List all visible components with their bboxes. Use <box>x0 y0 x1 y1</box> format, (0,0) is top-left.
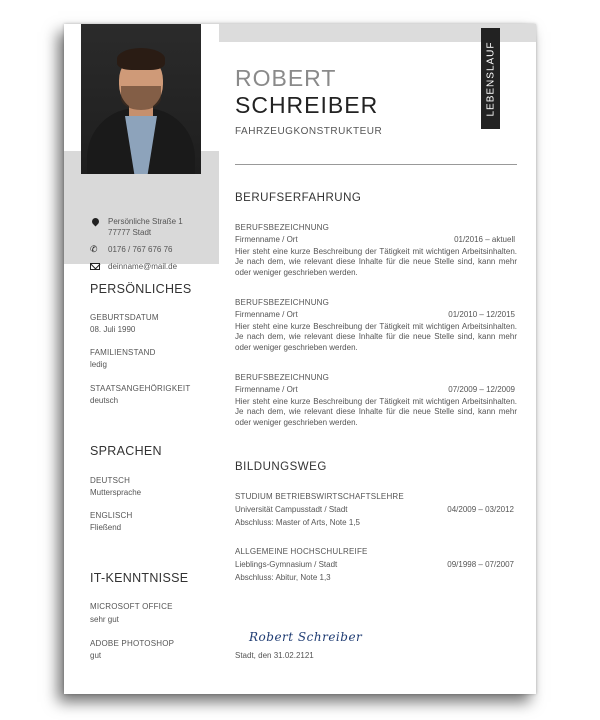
location-pin-icon <box>90 216 102 228</box>
experience-3-description: Hier steht eine kurze Beschreibung der Tätigkeit mit wichtigen Arbeitsinhalten. Je nach dem, wie relevant diese Inhalte für die neue Stelle sind, kann mehr oder weniger geschrieben werden. <box>235 397 517 427</box>
experience-1-line <box>235 235 515 244</box>
marital-status-label: FAMILIENSTAND <box>90 348 156 357</box>
place-date: Stadt, den 31.02.2121 <box>235 651 314 660</box>
signature: Robert Schreiber <box>249 630 363 644</box>
experience-heading: BERUFSERFAHRUNG <box>235 192 362 204</box>
education-2-line <box>235 560 514 569</box>
email-row <box>90 261 177 273</box>
experience-1-date: 01/2016 – aktuell <box>454 235 515 244</box>
job-title: FAHRZEUGKONSTRUKTEUR <box>235 126 383 137</box>
birthdate-label: GEBURTSDATUM <box>90 313 159 322</box>
education-1-degree: Abschluss: Master of Arts, Note 1,5 <box>235 518 360 527</box>
education-1-institution: Universität Campusstadt / Stadt <box>235 505 348 514</box>
email-address: deinname@mail.de <box>108 262 178 271</box>
last-name: SCHREIBER <box>235 92 379 118</box>
cv-page <box>64 24 536 694</box>
experience-2-description: Hier steht eine kurze Beschreibung der Tätigkeit mit wichtigen Arbeitsinhalten. Je nach dem, wie relevant diese Inhalte für die neue Stelle sind, kann mehr oder weniger geschrieben werden. <box>235 322 517 352</box>
education-2-title: ALLGEMEINE HOCHSCHULREIFE <box>235 547 368 556</box>
experience-2-title: BERUFSBEZEICHNUNG <box>235 298 330 307</box>
address-city: 77777 Stadt <box>108 228 152 237</box>
nationality-value: deutsch <box>90 396 119 405</box>
birthdate-value: 08. Juli 1990 <box>90 325 136 334</box>
skill-photoshop-label: ADOBE PHOTOSHOP <box>90 639 175 648</box>
header-divider <box>235 164 517 165</box>
experience-2-date: 01/2010 – 12/2015 <box>448 310 515 319</box>
skill-photoshop-value: gut <box>90 651 102 660</box>
address-row <box>90 216 183 238</box>
education-1-title: STUDIUM BETRIEBSWIRTSCHAFTSLEHRE <box>235 492 404 501</box>
education-2-degree: Abschluss: Abitur, Note 1,3 <box>235 573 331 582</box>
experience-3-title: BERUFSBEZEICHNUNG <box>235 373 330 382</box>
mail-icon <box>90 261 102 273</box>
sidebar <box>64 24 219 694</box>
main-column <box>235 24 520 694</box>
it-skills-heading: IT-KENNTNISSE <box>90 571 189 585</box>
experience-2-line <box>235 310 515 319</box>
experience-3-date: 07/2009 – 12/2009 <box>448 385 515 394</box>
experience-3-company: Firmenname / Ort <box>235 385 298 394</box>
skill-office-value: sehr gut <box>90 615 119 624</box>
address-street: Persönliche Straße 1 <box>108 217 183 226</box>
language-german-label: DEUTSCH <box>90 476 131 485</box>
education-2-date: 09/1998 – 07/2007 <box>447 560 514 569</box>
education-1-line <box>235 505 514 514</box>
language-english-label: ENGLISCH <box>90 511 133 520</box>
lebenslauf-tab-label: LEBENSLAUF <box>485 40 496 117</box>
phone-row <box>90 244 173 255</box>
language-german-value: Muttersprache <box>90 488 142 497</box>
experience-1-company: Firmenname / Ort <box>235 235 298 244</box>
nationality-label: STAATSANGEHÖRIGKEIT <box>90 384 191 393</box>
education-1-date: 04/2009 – 03/2012 <box>447 505 514 514</box>
languages-heading: SPRACHEN <box>90 444 162 458</box>
experience-3-line <box>235 385 515 394</box>
experience-1-title: BERUFSBEZEICHNUNG <box>235 223 330 232</box>
language-english-value: Fließend <box>90 523 122 532</box>
phone-icon: ✆ <box>90 244 98 254</box>
phone-number: 0176 / 767 676 76 <box>108 245 173 254</box>
address <box>108 216 183 238</box>
education-heading: BILDUNGSWEG <box>235 461 327 473</box>
marital-status-value: ledig <box>90 360 107 369</box>
skill-office-label: MICROSOFT OFFICE <box>90 602 173 611</box>
experience-1-description: Hier steht eine kurze Beschreibung der Tätigkeit mit wichtigen Arbeitsinhalten. Je nach dem, wie relevant diese Inhalte für die neue Stelle sind, kann mehr oder weniger geschrieben werden. <box>235 247 517 277</box>
experience-2-company: Firmenname / Ort <box>235 310 298 319</box>
education-2-institution: Lieblings-Gymnasium / Stadt <box>235 560 338 569</box>
profile-photo <box>81 24 201 174</box>
first-name: ROBERT <box>235 65 337 91</box>
personal-heading: PERSÖNLICHES <box>90 282 192 296</box>
